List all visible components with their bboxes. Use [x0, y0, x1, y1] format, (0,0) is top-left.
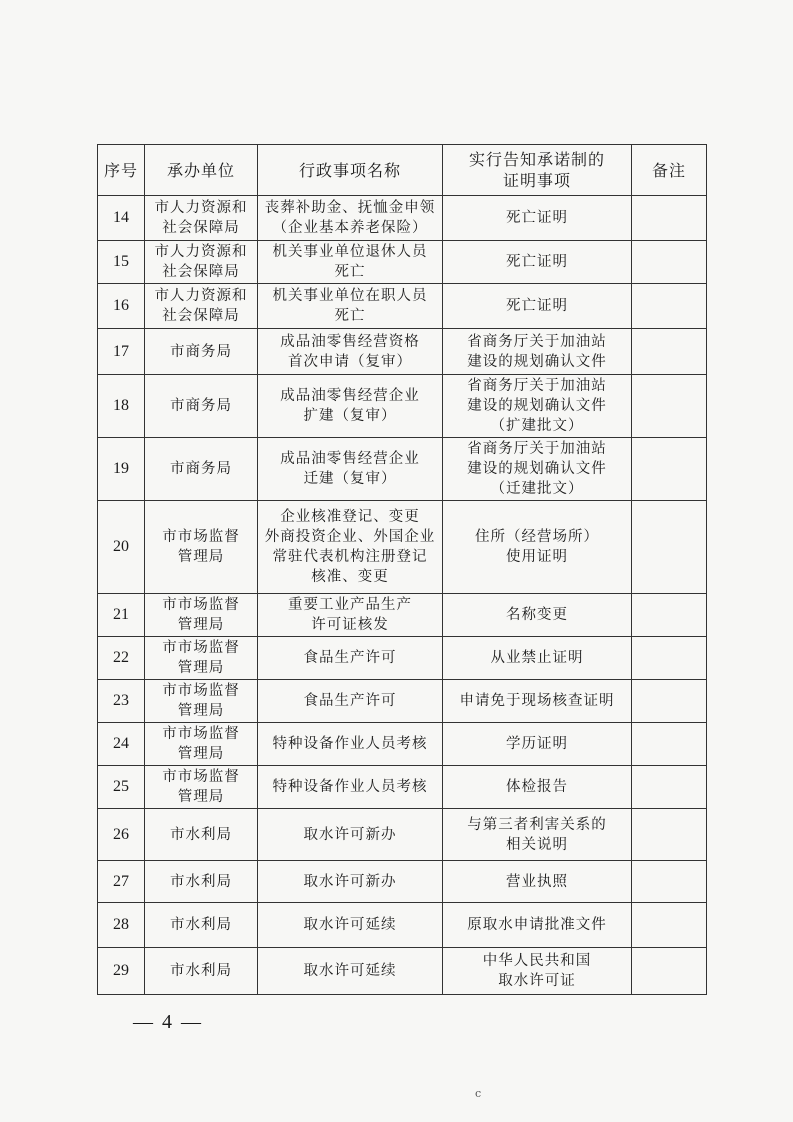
- cell-proof: [443, 196, 632, 241]
- cell-item: [258, 438, 443, 501]
- cell-proof: [443, 329, 632, 375]
- cell-seq: [98, 903, 145, 948]
- cell-unit: [145, 284, 258, 329]
- cell-seq-text: 22: [113, 649, 129, 666]
- header-unit: [145, 145, 258, 196]
- cell-note: [632, 948, 707, 995]
- cell-proof: [443, 637, 632, 680]
- cell-unit: [145, 501, 258, 594]
- cell-proof-text: 原取水申请批准文件: [467, 917, 607, 933]
- cell-proof-text: 从业禁止证明: [490, 650, 584, 666]
- cell-unit: [145, 809, 258, 861]
- cell-proof-text: 名称变更: [506, 607, 568, 623]
- cell-note: [632, 501, 707, 594]
- cell-unit: [145, 861, 258, 903]
- cell-note: [632, 903, 707, 948]
- cell-unit: [145, 723, 258, 766]
- cell-item: [258, 948, 443, 995]
- cell-item-text: 取水许可新办: [303, 873, 397, 890]
- table-header: [98, 145, 707, 196]
- cell-unit-text: 市市场监督 管理局: [162, 597, 240, 633]
- cell-item-text: 特种设备作业人员考核: [272, 779, 428, 795]
- cell-note: [632, 861, 707, 903]
- cell-unit-text: 市商务局: [170, 343, 232, 360]
- cell-unit: [145, 329, 258, 375]
- cell-unit-text: 市市场监督 管理局: [162, 726, 240, 762]
- cell-proof: [443, 375, 632, 438]
- page-mark: c: [475, 1087, 482, 1100]
- table-row: [98, 329, 707, 375]
- cell-seq: [98, 637, 145, 680]
- table-body: [98, 196, 707, 995]
- cell-seq: [98, 284, 145, 329]
- cell-proof: [443, 594, 632, 637]
- cell-item: [258, 501, 443, 594]
- cell-proof: [443, 241, 632, 284]
- table-row: [98, 438, 707, 501]
- table-row: [98, 723, 707, 766]
- cell-item: [258, 861, 443, 903]
- header-note: [632, 145, 707, 196]
- cell-proof: [443, 948, 632, 995]
- cell-note: [632, 196, 707, 241]
- cell-unit: [145, 680, 258, 723]
- cell-item-text: 丧葬补助金、抚恤金申领 （企业基本养老保险）: [264, 200, 436, 236]
- page-number: — 4 —: [133, 1011, 203, 1033]
- table-row: [98, 766, 707, 809]
- cell-item-text: 取水许可新办: [303, 826, 397, 843]
- cell-proof: [443, 680, 632, 723]
- cell-seq: [98, 680, 145, 723]
- cell-proof: [443, 723, 632, 766]
- cell-unit: [145, 375, 258, 438]
- cell-unit: [145, 903, 258, 948]
- cell-item: [258, 637, 443, 680]
- cell-proof-text: 死亡证明: [506, 298, 568, 314]
- cell-proof-text: 省商务厅关于加油站 建设的规划确认文件 （迁建批文）: [467, 441, 607, 497]
- cell-proof: [443, 861, 632, 903]
- header-seq: [98, 145, 145, 196]
- cell-seq-text: 26: [113, 825, 129, 843]
- cell-seq: [98, 501, 145, 594]
- cell-seq-text: 23: [113, 692, 129, 709]
- cell-unit-text: 市水利局: [170, 917, 232, 933]
- cell-unit-text: 市商务局: [170, 398, 232, 414]
- cell-seq-text: 20: [113, 538, 129, 555]
- cell-note: [632, 680, 707, 723]
- cell-seq: [98, 861, 145, 903]
- cell-seq-text: 19: [113, 460, 129, 477]
- cell-seq-text: 14: [113, 209, 129, 226]
- cell-item-text: 食品生产许可: [303, 693, 397, 709]
- cell-seq: [98, 329, 145, 375]
- cell-seq: [98, 809, 145, 861]
- cell-unit-text: 市水利局: [170, 826, 232, 843]
- cell-item-text: 特种设备作业人员考核: [272, 736, 428, 752]
- cell-item: [258, 241, 443, 284]
- cell-seq-text: 27: [113, 872, 129, 890]
- cell-item: [258, 594, 443, 637]
- header-note-label: 备注: [651, 160, 686, 180]
- table-row: [98, 284, 707, 329]
- cell-note: [632, 438, 707, 501]
- cell-note: [632, 329, 707, 375]
- cell-item: [258, 723, 443, 766]
- cell-seq: [98, 723, 145, 766]
- cell-seq: [98, 375, 145, 438]
- cell-unit: [145, 196, 258, 241]
- cell-proof-text: 中华人民共和国 取水许可证: [482, 953, 592, 989]
- cell-item-text: 取水许可延续: [303, 917, 397, 933]
- cell-seq: [98, 196, 145, 241]
- cell-note: [632, 241, 707, 284]
- cell-item-text: 成品油零售经营企业 迁建（复审）: [280, 451, 420, 487]
- header-row: [98, 145, 707, 196]
- cell-item: [258, 196, 443, 241]
- cell-unit-text: 市市场监督 管理局: [162, 529, 240, 565]
- cell-unit: [145, 241, 258, 284]
- table-row: [98, 861, 707, 903]
- cell-note: [632, 637, 707, 680]
- cell-seq-text: 16: [113, 297, 129, 314]
- cell-proof: [443, 438, 632, 501]
- cell-proof-text: 学历证明: [506, 736, 568, 752]
- cell-unit-text: 市水利局: [170, 873, 232, 890]
- cell-unit-text: 市人力资源和 社会保障局: [154, 244, 248, 280]
- cell-unit: [145, 594, 258, 637]
- cell-item-text: 机关事业单位在职人员 死亡: [272, 288, 428, 324]
- cell-seq-text: 28: [113, 916, 129, 933]
- cell-unit: [145, 766, 258, 809]
- cell-proof: [443, 284, 632, 329]
- table-row: [98, 594, 707, 637]
- table-row: [98, 196, 707, 241]
- cell-item-text: 成品油零售经营企业 扩建（复审）: [280, 388, 420, 424]
- cell-proof: [443, 766, 632, 809]
- cell-item-text: 企业核准登记、变更 外商投资企业、外国企业 常驻代表机构注册登记 核准、变更: [264, 509, 436, 585]
- table-row: [98, 809, 707, 861]
- cell-unit: [145, 438, 258, 501]
- cell-item: [258, 766, 443, 809]
- header-seq-label: 序号: [103, 160, 138, 180]
- table-row: [98, 375, 707, 438]
- cell-item: [258, 680, 443, 723]
- cell-unit-text: 市水利局: [170, 963, 232, 979]
- cell-seq: [98, 438, 145, 501]
- document-table: [97, 144, 707, 995]
- cell-seq-text: 17: [113, 342, 129, 360]
- cell-item-text: 成品油零售经营资格 首次申请（复审）: [280, 333, 420, 370]
- cell-item: [258, 809, 443, 861]
- header-proof: [443, 145, 632, 196]
- header-item-label: 行政事项名称: [298, 160, 401, 180]
- cell-seq-text: 18: [113, 397, 129, 414]
- cell-proof-text: 死亡证明: [506, 254, 568, 270]
- cell-seq: [98, 948, 145, 995]
- cell-unit-text: 市商务局: [170, 461, 232, 477]
- table-row: [98, 903, 707, 948]
- cell-seq: [98, 241, 145, 284]
- header-item: [258, 145, 443, 196]
- cell-proof: [443, 903, 632, 948]
- cell-item-text: 重要工业产品生产 许可证核发: [288, 597, 412, 633]
- cell-proof-text: 与第三者利害关系的 相关说明: [467, 816, 607, 853]
- table-row: [98, 501, 707, 594]
- cell-seq-text: 25: [113, 778, 129, 795]
- cell-unit-text: 市人力资源和 社会保障局: [154, 288, 248, 324]
- cell-seq-text: 15: [113, 253, 129, 270]
- cell-seq: [98, 766, 145, 809]
- cell-proof-text: 省商务厅关于加油站 建设的规划确认文件 （扩建批文）: [467, 378, 607, 434]
- cell-item-text: 取水许可延续: [303, 963, 397, 979]
- cell-note: [632, 723, 707, 766]
- cell-note: [632, 375, 707, 438]
- cell-unit: [145, 637, 258, 680]
- cell-seq-text: 21: [113, 606, 129, 623]
- cell-seq-text: 24: [113, 735, 129, 752]
- cell-proof-text: 申请免于现场核查证明: [459, 693, 615, 709]
- header-unit-label: 承办单位: [166, 160, 235, 180]
- cell-proof-text: 死亡证明: [506, 210, 568, 226]
- cell-unit: [145, 948, 258, 995]
- cell-unit-text: 市市场监督 管理局: [162, 769, 240, 805]
- header-proof-label: 实行告知承诺制的 证明事项: [468, 150, 605, 190]
- cell-proof: [443, 501, 632, 594]
- cell-note: [632, 594, 707, 637]
- cell-item-text: 机关事业单位退休人员 死亡: [272, 244, 428, 280]
- cell-proof-text: 营业执照: [506, 873, 568, 890]
- cell-unit-text: 市人力资源和 社会保障局: [154, 200, 248, 236]
- cell-note: [632, 284, 707, 329]
- cell-proof-text: 住所（经营场所） 使用证明: [475, 529, 599, 565]
- cell-item: [258, 284, 443, 329]
- cell-item-text: 食品生产许可: [303, 650, 397, 666]
- cell-proof: [443, 809, 632, 861]
- cell-item: [258, 903, 443, 948]
- cell-note: [632, 809, 707, 861]
- cell-item: [258, 375, 443, 438]
- cell-note: [632, 766, 707, 809]
- cell-proof-text: 省商务厅关于加油站 建设的规划确认文件: [467, 333, 607, 370]
- table-row: [98, 948, 707, 995]
- cell-seq: [98, 594, 145, 637]
- cell-proof-text: 体检报告: [506, 779, 568, 795]
- table-row: [98, 241, 707, 284]
- table-row: [98, 680, 707, 723]
- table-row: [98, 637, 707, 680]
- cell-item: [258, 329, 443, 375]
- cell-unit-text: 市市场监督 管理局: [162, 683, 240, 719]
- cell-unit-text: 市市场监督 管理局: [162, 640, 240, 676]
- cell-seq-text: 29: [113, 962, 129, 979]
